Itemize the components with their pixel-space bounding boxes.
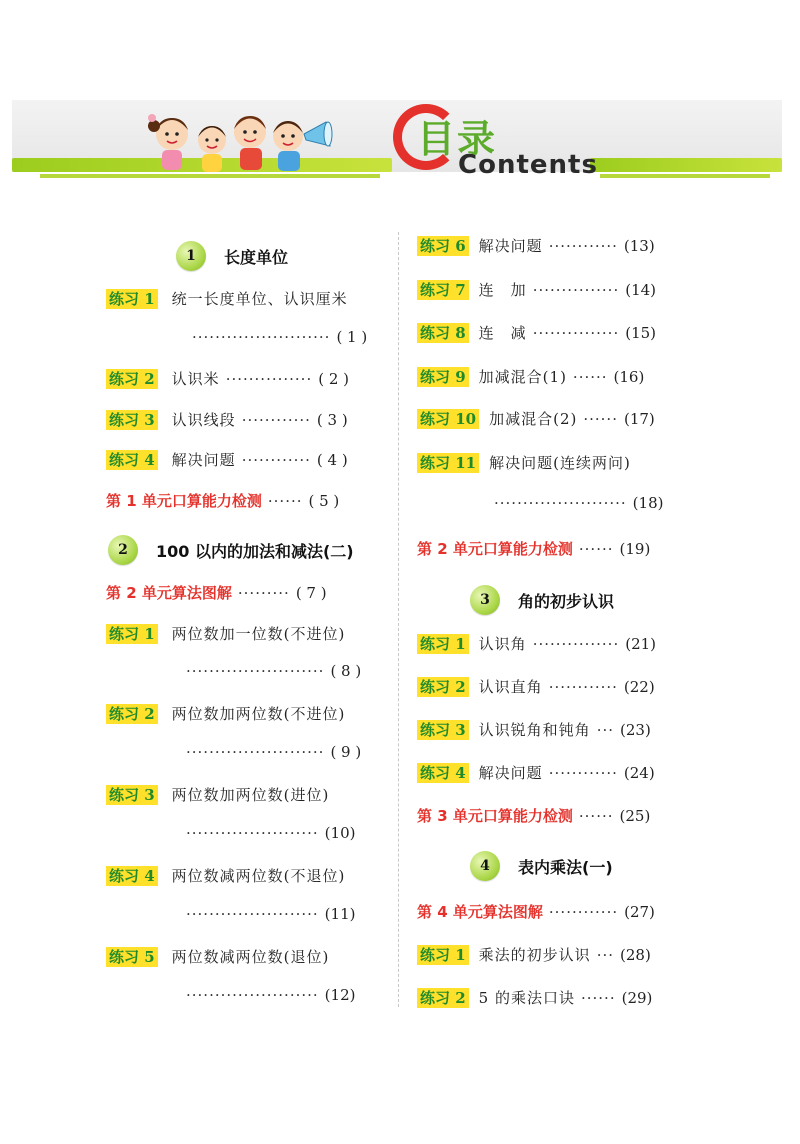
toc-entry-oral-test[interactable] — [106, 490, 339, 511]
leader-dots: ······················· — [494, 494, 627, 512]
exercise-tag: 练习 2 — [417, 677, 469, 697]
page-number: (29) — [621, 988, 653, 1007]
page-number: ( 1 ) — [336, 328, 368, 346]
page-number: ( 8 ) — [330, 662, 362, 680]
exercise-tag: 练习 2 — [106, 704, 158, 724]
entry-text: 第 1 单元口算能力检测 — [106, 492, 262, 510]
title-english: Contents — [458, 150, 598, 180]
toc-entry-continuation[interactable] — [180, 986, 355, 1004]
toc-entry[interactable] — [417, 452, 631, 473]
page-number: (28) — [620, 945, 651, 964]
toc-entry-continuation[interactable] — [180, 905, 355, 923]
exercise-tag: 练习 1 — [106, 289, 158, 309]
toc-entry[interactable] — [106, 623, 345, 644]
page-number: (25) — [619, 806, 651, 825]
leader-dots: ······ — [578, 539, 614, 558]
entry-text: 第 4 单元算法图解 — [417, 903, 543, 921]
entry-text: 连 加 — [478, 281, 527, 299]
page-number: ( 3 ) — [316, 410, 348, 429]
leader-dots: ······················· — [186, 986, 319, 1004]
leader-dots: ························ — [186, 743, 325, 761]
unit-number-badge: 4 — [470, 851, 500, 881]
column-divider — [398, 232, 399, 1007]
entry-text: 加减混合(2) — [489, 410, 578, 428]
header-banner — [0, 0, 800, 200]
page-number: ( 2 ) — [318, 369, 350, 388]
toc-entry[interactable] — [417, 676, 655, 697]
toc-entry[interactable] — [417, 719, 651, 740]
unit-title: 100 以内的加法和减法(二) — [156, 541, 354, 561]
entry-text: 解决问题 — [478, 764, 543, 782]
entry-text: 5 的乘法口诀 — [478, 989, 575, 1007]
page-number: (11) — [324, 905, 356, 923]
leader-dots: ············ — [241, 410, 311, 429]
toc-entry[interactable] — [417, 762, 655, 783]
entry-text: 认识直角 — [478, 678, 543, 696]
toc-entry[interactable] — [417, 322, 656, 343]
entry-text: 认识线段 — [171, 411, 236, 429]
unit-title: 表内乘法(一) — [518, 857, 613, 877]
grass-stripe-right — [590, 158, 782, 172]
exercise-tag: 练习 8 — [417, 323, 469, 343]
entry-text: 认识角 — [478, 635, 527, 653]
leader-dots: ······················· — [186, 905, 319, 923]
toc-entry[interactable] — [417, 633, 656, 654]
toc-entry[interactable] — [106, 784, 329, 805]
unit-number-badge: 2 — [108, 535, 138, 565]
exercise-tag: 练习 3 — [417, 720, 469, 740]
leader-dots: ··· — [596, 720, 614, 739]
entry-text: 统一长度单位、认识厘米 — [171, 290, 348, 308]
grass-underline-left — [40, 174, 380, 178]
page-number: (23) — [620, 720, 651, 739]
leader-dots: ························ — [192, 328, 331, 346]
exercise-tag: 练习 11 — [417, 453, 479, 473]
leader-dots: ··············· — [532, 280, 620, 299]
exercise-tag: 练习 3 — [106, 410, 158, 430]
page-number: ( 4 ) — [316, 450, 348, 469]
leader-dots: ··············· — [532, 634, 620, 653]
page-number: ( 9 ) — [330, 743, 362, 761]
toc-entry-oral-test[interactable] — [417, 805, 650, 826]
page-number: ( 5 ) — [308, 491, 340, 510]
toc-entry-algorithm[interactable] — [417, 901, 655, 922]
exercise-tag: 练习 1 — [417, 945, 469, 965]
toc-entry-continuation[interactable] — [180, 743, 361, 761]
cartoon-kids-illustration — [140, 104, 340, 174]
page-number: (13) — [623, 236, 655, 255]
leader-dots: ············ — [548, 763, 618, 782]
page-number: (17) — [623, 409, 655, 428]
page-number: (18) — [632, 494, 664, 512]
entry-text: 两位数加一位数(不进位) — [171, 625, 346, 643]
leader-dots: ······ — [583, 409, 618, 428]
entry-text: 加减混合(1) — [478, 368, 567, 386]
leader-dots: ··· — [596, 945, 614, 964]
exercise-tag: 练习 2 — [106, 369, 158, 389]
exercise-tag: 练习 9 — [417, 367, 469, 387]
exercise-tag: 练习 1 — [417, 634, 469, 654]
entry-text: 连 减 — [478, 324, 527, 342]
leader-dots: ······ — [572, 367, 608, 386]
entry-text: 解决问题(连续两问) — [489, 454, 631, 472]
toc-entry[interactable] — [106, 288, 348, 309]
page-number: (10) — [324, 824, 356, 842]
exercise-tag: 练习 4 — [106, 450, 158, 470]
toc-entry[interactable] — [417, 944, 651, 965]
entry-text: 两位数减两位数(退位) — [171, 948, 330, 966]
unit-number-badge: 3 — [470, 585, 500, 615]
entry-text: 第 3 单元口算能力检测 — [417, 807, 573, 825]
toc-entry[interactable] — [417, 987, 652, 1008]
grass-underline-right — [600, 174, 770, 178]
toc-entry-continuation[interactable] — [180, 662, 361, 680]
unit-title: 角的初步认识 — [518, 591, 615, 611]
entry-text: 两位数加两位数(进位) — [171, 786, 330, 804]
entry-text: 两位数加两位数(不进位) — [171, 705, 346, 723]
page-number: (21) — [625, 634, 657, 653]
exercise-tag: 练习 2 — [417, 988, 469, 1008]
toc-entry-continuation[interactable] — [186, 328, 367, 346]
entry-text: 认识米 — [171, 370, 220, 388]
page-number: (27) — [624, 902, 655, 921]
exercise-tag: 练习 5 — [106, 947, 158, 967]
exercise-tag: 练习 4 — [106, 866, 158, 886]
toc-entry[interactable] — [417, 408, 655, 429]
unit-title: 长度单位 — [224, 247, 289, 267]
page-number: (24) — [623, 763, 655, 782]
entry-text: 解决问题 — [171, 451, 236, 469]
unit-number-badge: 1 — [176, 241, 206, 271]
toc-entry-oral-test[interactable] — [417, 538, 650, 559]
exercise-tag: 练习 4 — [417, 763, 469, 783]
toc-entry[interactable] — [106, 865, 345, 886]
unit-heading-4 — [470, 851, 613, 881]
toc-entry[interactable] — [106, 409, 348, 430]
exercise-tag: 练习 6 — [417, 236, 469, 256]
toc-entry[interactable] — [106, 449, 348, 470]
toc-entry[interactable] — [106, 368, 349, 389]
unit-heading-2 — [108, 535, 354, 565]
leader-dots: ········· — [237, 583, 290, 602]
leader-dots: ························ — [186, 662, 325, 680]
toc-entry[interactable] — [106, 703, 345, 724]
entry-text: 解决问题 — [478, 237, 543, 255]
page-number: (14) — [625, 280, 657, 299]
leader-dots: ············ — [241, 450, 311, 469]
page-number: ( 7 ) — [295, 583, 327, 602]
page-number: (19) — [619, 539, 651, 558]
toc-entry-continuation[interactable] — [488, 494, 663, 512]
title-chinese: 目录 — [417, 117, 498, 161]
exercise-tag: 练习 7 — [417, 280, 469, 300]
entry-text: 两位数减两位数(不退位) — [171, 867, 346, 885]
toc-entry[interactable] — [417, 279, 656, 300]
page-number: (15) — [625, 323, 657, 342]
exercise-tag: 练习 3 — [106, 785, 158, 805]
leader-dots: ······ — [580, 988, 616, 1007]
leader-dots: ············ — [548, 902, 619, 921]
leader-dots: ··············· — [225, 369, 313, 388]
leader-dots: ············ — [548, 236, 618, 255]
toc-entry-algorithm[interactable] — [106, 582, 327, 603]
page-number: (16) — [613, 367, 645, 386]
toc-entry[interactable] — [417, 235, 655, 256]
unit-heading-3 — [470, 585, 614, 615]
leader-dots: ······················· — [186, 824, 319, 842]
entry-text: 乘法的初步认识 — [478, 946, 591, 964]
unit-heading-1 — [176, 241, 288, 271]
toc-entry[interactable] — [417, 366, 644, 387]
entry-text: 第 2 单元口算能力检测 — [417, 540, 573, 558]
toc-entry-continuation[interactable] — [180, 824, 355, 842]
exercise-tag: 练习 10 — [417, 409, 479, 429]
entry-text: 认识锐角和钝角 — [478, 721, 591, 739]
toc-entry[interactable] — [106, 946, 329, 967]
leader-dots: ············ — [548, 677, 618, 696]
entry-text: 第 2 单元算法图解 — [106, 584, 232, 602]
leader-dots: ··············· — [532, 323, 620, 342]
leader-dots: ······ — [267, 491, 303, 510]
exercise-tag: 练习 1 — [106, 624, 158, 644]
page-number: (12) — [324, 986, 356, 1004]
leader-dots: ······ — [578, 806, 614, 825]
page-number: (22) — [623, 677, 655, 696]
